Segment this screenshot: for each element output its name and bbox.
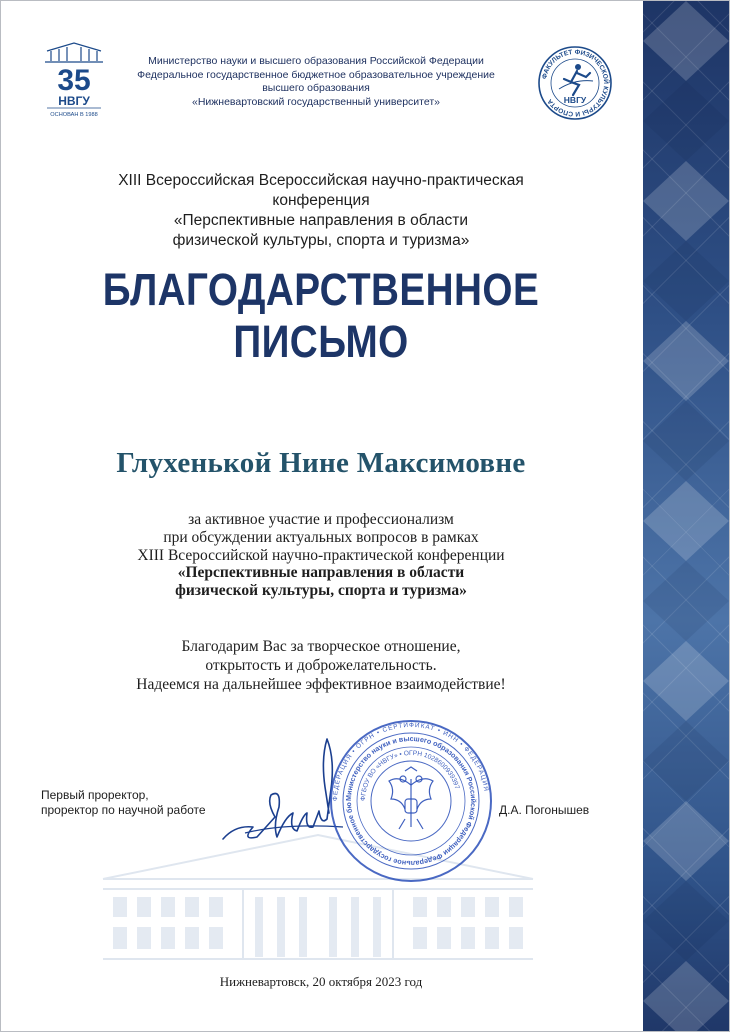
thanks-line-2: открытость и доброжелательность. bbox=[205, 657, 437, 674]
official-seal bbox=[329, 719, 493, 883]
double-headed-eagle-icon bbox=[389, 767, 433, 829]
issue-place-and-date: Нижневартовск, 20 октября 2023 год bbox=[219, 974, 423, 989]
conference-line-3: «Перспективные направления в области bbox=[173, 212, 469, 229]
thanks-line-3: Надеемся на дальнейшее эффективное взаимодействие! bbox=[136, 676, 506, 693]
svg-text:ФГБОУ ВО «НВГУ» • ОГРН 1028600 bbox=[360, 750, 460, 801]
thanks-line-1: Благодарим Вас за творческое отношение, bbox=[181, 638, 461, 655]
seal-center-text: ФГБОУ ВО «НВГУ» • ОГРН 1028600939397 bbox=[359, 749, 461, 802]
document-title-line-2: ПИСЬМО bbox=[233, 316, 409, 367]
logo-abbr: НВГУ bbox=[58, 94, 90, 108]
recipient-name: Глухенькой Нине Максимовне bbox=[116, 447, 526, 479]
body-line-4: «Перспективные направления в области bbox=[177, 564, 465, 582]
body-line-3: XIII Всероссийской научно-практической конференции bbox=[137, 546, 505, 564]
org-line-4: «Нижневартовский государственный университет» bbox=[191, 95, 441, 108]
faculty-logo-abbr: НВГУ bbox=[563, 95, 587, 105]
conference-title bbox=[41, 171, 601, 251]
signer-name: Д.А. Погонышев bbox=[499, 803, 590, 817]
org-line-3: высшего образования bbox=[262, 82, 370, 94]
logo-number: 35 bbox=[57, 64, 91, 97]
signer-position-line-1: Первый проректор, bbox=[41, 788, 149, 802]
logo-founded: ОСНОВАН В 1988 bbox=[50, 112, 98, 118]
university-logo bbox=[41, 41, 107, 121]
org-line-1: Министерство науки и высшего образования Российской Федерации bbox=[148, 55, 484, 67]
faculty-arc-text: ФАКУЛЬТЕТ ФИЗИЧЕСКОЙ КУЛЬТУРЫ И СПОРТА bbox=[541, 48, 610, 118]
conference-line-4: физической культуры, спорта и туризма» bbox=[172, 232, 470, 249]
signer-position bbox=[41, 788, 206, 818]
org-line-2: Федеральное государственное бюджетное образовательное учреждение bbox=[137, 68, 495, 81]
body-line-5: физической культуры, спорта и туризма» bbox=[175, 582, 467, 600]
thanks-text bbox=[31, 637, 611, 694]
decorative-side-band bbox=[643, 1, 729, 1032]
signer-position-line-2: проректор по научной работе bbox=[41, 803, 206, 817]
document-title-line-1: БЛАГОДАРСТВЕННОЕ bbox=[102, 264, 540, 315]
seal-outer-text: ФЕДЕРАЦИЯ • ОГРН • СЕРТИФИКАТ • ИНН • ФЕДЕРАЦИЯ bbox=[331, 721, 490, 802]
body-line-1: за активное участие и профессионализм bbox=[188, 511, 454, 528]
conference-line-2: конференция bbox=[272, 192, 370, 209]
conference-line-1: XIII Всероссийская Всероссийская научно-практическая bbox=[118, 172, 524, 189]
seal-inner-text: Министерство науки и высшего образования Российской Федерации Федеральное государственное бю bbox=[343, 733, 479, 869]
body-line-2: при обсуждении актуальных вопросов в рамках bbox=[163, 528, 479, 546]
organization-header bbox=[111, 55, 521, 109]
appreciation-text bbox=[31, 511, 611, 600]
faculty-logo bbox=[537, 45, 613, 121]
